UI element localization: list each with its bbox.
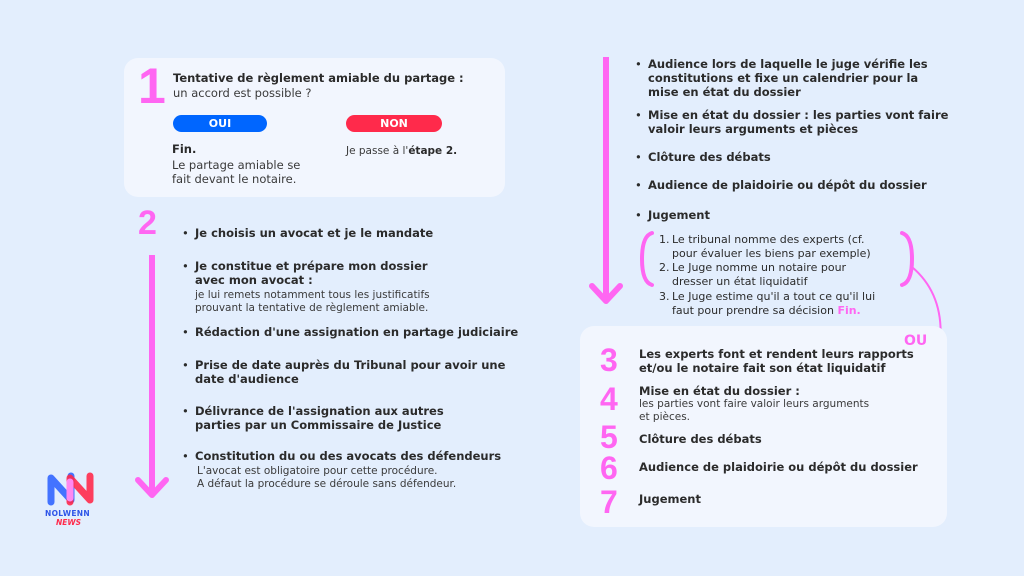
oui-result-title: Fin.: [172, 142, 197, 156]
step2-item-3: • Rédaction d'une assignation en partage judiciaire: [182, 325, 519, 339]
bullet-dot: •: [182, 259, 189, 273]
bullet-dot: •: [635, 108, 642, 122]
judgment-option-3: 3. Le Juge estime qu'il a tout ce qu'il lui faut pour prendre sa décision Fin.: [659, 290, 876, 317]
right-item-5: • Jugement: [635, 208, 710, 222]
right-item-4: • Audience de plaidoirie ou dépôt du dossier: [635, 178, 927, 192]
oui-result-line2: fait devant le notaire.: [172, 172, 297, 186]
bullet-dot: •: [635, 178, 642, 192]
step3-text: Les experts font et rendent leurs rapports et/ou le notaire fait son état liquidatif: [639, 347, 914, 375]
judgment-option-2: 2. Le Juge nomme un notaire pour dresser un état liquidatif: [659, 261, 847, 288]
step2-item-5: • Délivrance de l'assignation aux autres parties par un Commissaire de Justice: [182, 404, 444, 432]
bullet-dot: •: [635, 150, 642, 164]
ou-label: OU: [904, 333, 928, 349]
step5-number: 5: [600, 419, 618, 455]
step6-text: Audience de plaidoirie ou dépôt du dossier: [639, 460, 918, 474]
step7-text: Jugement: [639, 492, 701, 506]
right-down-arrow: [584, 55, 630, 307]
judgment-option-1: 1. Le tribunal nomme des experts (cf. pour évaluer les biens par exemple): [659, 233, 871, 260]
step4-text: Mise en état du dossier : les parties vont faire valoir leurs arguments et pièces.: [639, 384, 870, 423]
step2-item-2: • Je constitue et prépare mon dossier avec mon avocat : je lui remets notamment tous les justificatifs prouvant la tentative de règlement amiable.: [182, 259, 430, 314]
left-bracket: [638, 230, 658, 288]
logo-name: NOLWENN: [45, 509, 90, 518]
right-item-3: • Clôture des débats: [635, 150, 771, 164]
step2-item-6: • Constitution du ou des avocats des défendeurs L'avocat est obligatoire pour cette procédure. A défaut la procédure se déroule sans défendeur.: [182, 449, 502, 490]
logo-sub: NEWS: [56, 518, 82, 527]
fin-label: Fin.: [837, 304, 861, 317]
bullet-dot: •: [182, 226, 189, 240]
step5-text: Clôture des débats: [639, 432, 762, 446]
step6-number: 6: [600, 450, 618, 486]
step1-question: un accord est possible ?: [173, 86, 312, 100]
oui-button[interactable]: OUI: [173, 115, 267, 132]
step2-item-4: • Prise de date auprès du Tribunal pour avoir une date d'audience: [182, 358, 506, 386]
nolwenn-news-logo-icon: [44, 470, 98, 506]
step7-number: 7: [600, 484, 618, 520]
oui-result-line1: Le partage amiable se: [172, 158, 301, 172]
bullet-dot: •: [182, 449, 189, 463]
bullet-dot: •: [182, 358, 189, 372]
step1-title: Tentative de règlement amiable du partage :: [173, 71, 464, 85]
bullet-dot: •: [182, 404, 189, 418]
non-button[interactable]: NON: [346, 115, 442, 132]
step2-item-1: • Je choisis un avocat et je le mandate: [182, 226, 434, 240]
non-result-prefix: Je passe à l': [346, 145, 409, 157]
bullet-dot: •: [635, 208, 642, 222]
step3-number: 3: [600, 342, 618, 378]
bullet-dot: •: [635, 57, 642, 71]
right-item-2: • Mise en état du dossier : les parties vont faire valoir leurs arguments et pièces: [635, 108, 949, 136]
step2-number: 2: [138, 204, 157, 242]
step1-number: 1: [138, 58, 166, 114]
non-result: [346, 145, 457, 158]
bullet-dot: •: [182, 325, 189, 339]
step2-down-arrow: [130, 250, 176, 502]
right-item-1: • Audience lors de laquelle le juge vérifie les constitutions et fixe un calendrier pour la mise en état du dossier: [635, 57, 928, 99]
non-result-step: étape 2.: [408, 145, 458, 157]
step4-number: 4: [600, 381, 618, 417]
